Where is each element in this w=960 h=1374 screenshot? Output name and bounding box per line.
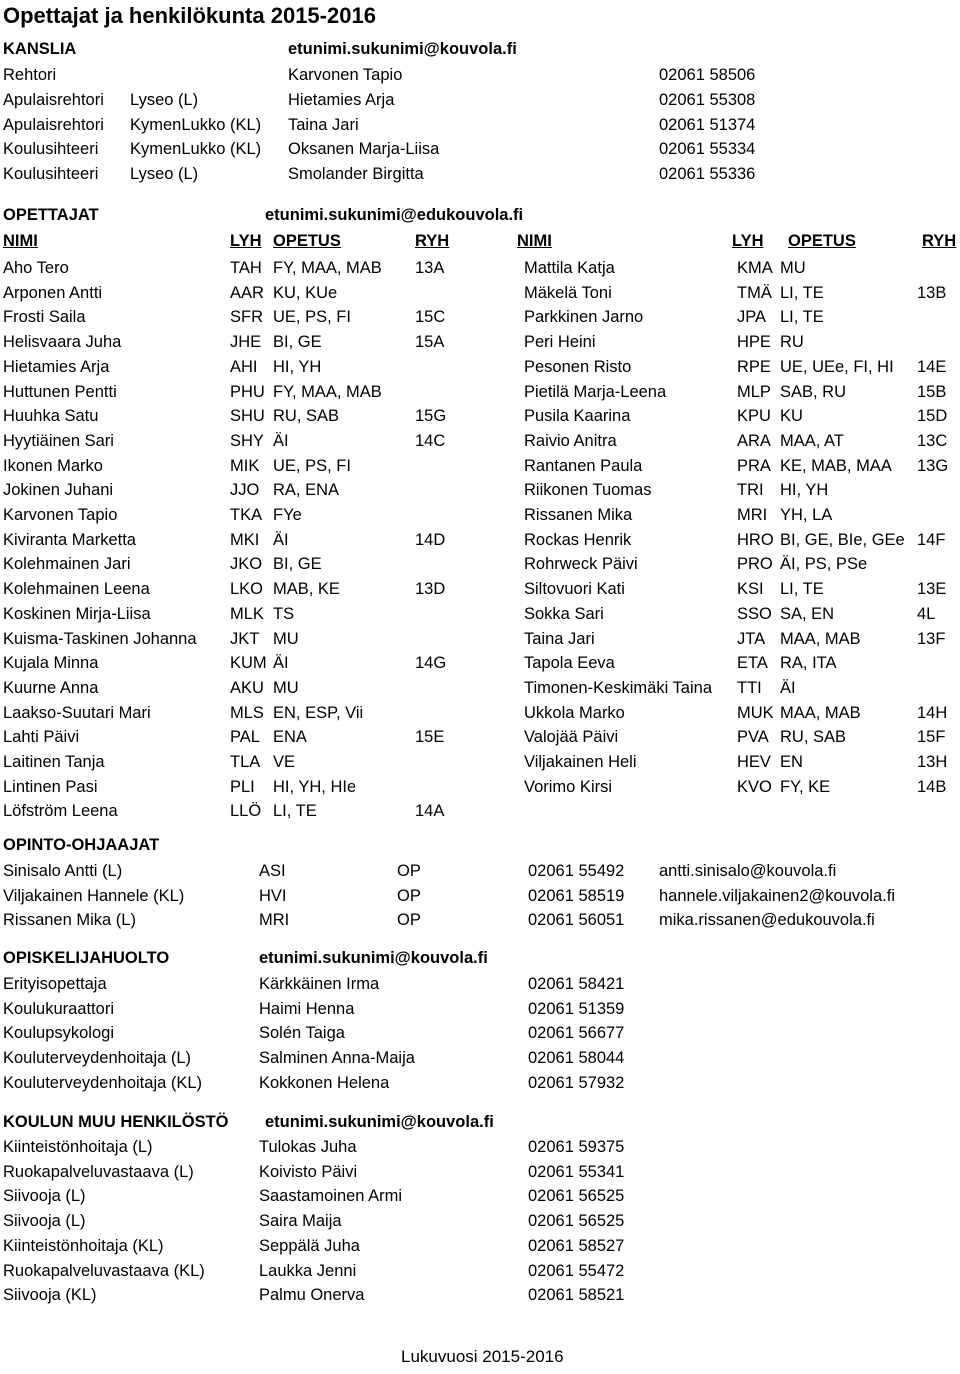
footer-text: Lukuvuosi 2015-2016 [401,1347,564,1366]
teacher-code: MUK [737,703,774,722]
teacher-subjects: EN, ESP, Vii [273,703,364,722]
teacher-name: Mattila Katja [524,259,615,277]
teacher-code: PRA [737,456,771,475]
teacher-row [0,330,960,354]
teacher-row [0,429,960,453]
role-cell: OP [397,911,421,930]
teacher-code: MLK [230,604,264,623]
teacher-subjects: UE, PS, FI [273,308,351,327]
phone-cell: 02061 55336 [659,165,756,184]
col-header-code-right: LYH [732,232,764,250]
col-header-subjects-left: OPETUS [273,232,341,250]
name-cell: Laukka Jenni [259,1261,357,1280]
teacher-name: Löfström Leena [3,802,118,821]
teacher-group: 13F [917,629,946,648]
teacher-subjects: HI, YH [780,481,829,500]
teacher-name: Pesonen Risto [524,357,632,376]
teacher-subjects: SA, EN [780,604,835,623]
phone-cell: 02061 58421 [528,975,625,993]
name-cell: Seppälä Juha [259,1236,360,1255]
teacher-subjects: ÄI [273,530,289,549]
teacher-subjects: FYe [273,506,302,524]
phone-cell: 02061 55492 [528,862,625,880]
teacher-subjects: KU, KUe [273,283,338,302]
teacher-row [0,577,960,601]
teacher-code: JHE [230,333,262,352]
teacher-subjects: BI, GE [273,555,322,574]
phone-cell: 02061 57932 [528,1073,625,1092]
teacher-code: MLP [737,382,771,401]
phone-cell: 02061 56051 [528,911,625,930]
role-cell: Siivooja (L) [3,1212,86,1231]
phone-cell: 02061 58044 [528,1049,625,1068]
teacher-code: PHU [230,382,265,401]
teacher-group: 14D [415,530,446,549]
teacher-name: Taina Jari [524,629,595,648]
email-cell: mika.rissanen@edukouvola.fi [659,911,875,930]
teacher-subjects: ÄI [273,654,289,673]
teacher-code: JPA [737,308,767,327]
teacher-name: Laakso-Suutari Mari [3,703,151,722]
teacher-code: SHU [230,407,265,426]
teacher-name: Sokka Sari [524,604,604,623]
teacher-name: Pietilä Marja-Leena [524,382,667,401]
phone-cell: 02061 55472 [528,1261,625,1280]
teacher-code: TAH [230,259,262,277]
teacher-row [0,404,960,428]
name-cell: Solén Taiga [259,1024,345,1043]
code-cell: MRI [259,911,290,930]
teacher-code: LLÖ [230,802,262,821]
huolto-heading: OPISKELIJAHUOLTO [3,949,170,967]
teacher-row [0,355,960,379]
teacher-subjects: UE, PS, FI [273,456,351,475]
table-row [0,972,960,996]
teacher-name: Siltovuori Kati [524,580,625,599]
teacher-code: PLI [230,777,255,796]
teacher-code: PVA [737,728,769,747]
teacher-group: 14H [917,703,948,722]
teacher-name: Rohrweck Päivi [524,555,638,574]
table-row [0,162,960,186]
teacher-name: Frosti Saila [3,308,86,327]
role-cell: Siivooja (KL) [3,1286,97,1305]
role-cell: Apulaisrehtori [3,90,104,109]
name-cell: Kärkkäinen Irma [259,975,380,993]
teacher-name: Tapola Eeva [524,654,615,673]
role-cell: Kouluterveydenhoitaja (L) [3,1049,192,1068]
teacher-subjects: LI, TE [780,308,824,327]
teacher-subjects: MAA, AT [780,431,844,450]
unit-cell: KymenLukko (KL) [130,140,262,159]
teacher-subjects: ENA [273,728,307,747]
teacher-row [0,725,960,749]
teacher-name: Valojää Päivi [524,728,619,747]
role-cell: Ruokapalveluvastaava (KL) [3,1261,205,1280]
teacher-subjects: ÄI [780,678,796,697]
unit-cell: Lyseo (L) [130,165,199,184]
teacher-name: Kujala Minna [3,654,99,673]
teacher-row [0,281,960,305]
table-row [0,88,960,112]
code-cell: HVI [259,886,287,905]
teacher-subjects: MU [780,259,806,277]
phone-cell: 02061 51374 [659,115,756,134]
teacher-name: Lintinen Pasi [3,777,98,796]
teacher-code: AHI [230,357,258,376]
col-header-code-left: LYH [230,232,262,250]
teacher-group: 15B [917,382,947,401]
teacher-group: 15C [415,308,446,327]
email-cell: hannele.viljakainen2@kouvola.fi [659,886,895,905]
teacher-group: 15F [917,728,946,747]
teacher-code: ETA [737,654,768,673]
unit-cell: KymenLukko (KL) [130,115,262,134]
teacher-name: Aho Tero [3,259,69,277]
teacher-code: HRO [737,530,774,549]
table-row [0,884,960,908]
teacher-code: AAR [230,283,264,302]
teacher-code: JTA [737,629,766,648]
teacher-row [0,701,960,725]
teacher-code: MLS [230,703,264,722]
teacher-name: Arponen Antti [3,283,103,302]
teacher-code: JKT [230,629,260,648]
teacher-name: Pusila Kaarina [524,407,631,426]
phone-cell: 02061 55308 [659,90,756,109]
teacher-row [0,799,960,823]
teacher-row [0,627,960,651]
teacher-code: AKU [230,678,264,697]
phone-cell: 02061 55334 [659,140,756,159]
teacher-name: Helisvaara Juha [3,333,122,352]
teacher-subjects: MAA, MAB [780,703,861,722]
teacher-subjects: FY, MAA, MAB [273,259,382,277]
table-row [0,1021,960,1045]
table-row [0,1259,960,1283]
teacher-row [0,478,960,502]
teacher-subjects: MAA, MAB [780,629,861,648]
muu-email-format: etunimi.sukunimi@kouvola.fi [265,1113,494,1131]
teacher-name: Kolehmainen Jari [3,555,131,574]
role-cell: OP [397,862,421,880]
teacher-name: Vorimo Kirsi [524,777,613,796]
teacher-name: Viljakainen Heli [524,753,637,771]
teacher-subjects: FY, MAA, MAB [273,382,382,401]
role-cell: Koulukuraattori [3,999,114,1018]
teacher-name: Rantanen Paula [524,456,643,475]
name-cell: Saastamoinen Armi [259,1187,403,1206]
teacher-name: Huttunen Pentti [3,382,117,401]
table-row [0,997,960,1021]
teacher-group: 13B [917,283,947,302]
teacher-name: Riikonen Tuomas [524,481,652,500]
teacher-subjects: RU, SAB [273,407,340,426]
teacher-subjects: BI, GE [273,333,322,352]
teacher-code: TRI [737,481,764,500]
teacher-code: LKO [230,580,264,599]
teacher-name: Rissanen Mika [524,506,633,524]
name-cell: Rissanen Mika (L) [3,911,136,930]
name-cell: Tulokas Juha [259,1138,357,1156]
opettajat-email-format: etunimi.sukunimi@edukouvola.fi [265,206,524,224]
teacher-code: SFR [230,308,263,327]
teacher-code: TTI [737,678,762,697]
muu-heading: KOULUN MUU HENKILÖSTÖ [3,1113,229,1131]
code-cell: ASI [259,862,286,880]
teacher-code: MKI [230,530,260,549]
teacher-subjects: SAB, RU [780,382,847,401]
teacher-code: KPU [737,407,771,426]
unit-cell: Lyseo (L) [130,90,199,109]
teacher-group: 14B [917,777,947,796]
name-cell: Sinisalo Antti (L) [3,862,123,880]
table-row [0,1283,960,1307]
teacher-code: HPE [737,333,771,352]
teacher-group: 14F [917,530,946,549]
teacher-subjects: FY, KE [780,777,831,796]
teacher-subjects: UE, UEe, FI, HI [780,357,894,376]
teacher-group: 13H [917,753,948,771]
teacher-subjects: KU [780,407,803,426]
role-cell: Koulusihteeri [3,140,99,159]
teacher-subjects: HI, YH [273,357,322,376]
table-row [0,1160,960,1184]
teacher-row [0,528,960,552]
teacher-row [0,305,960,329]
teacher-name: Kuurne Anna [3,678,99,697]
col-header-name-left: NIMI [3,232,38,250]
teacher-name: Karvonen Tapio [3,506,118,524]
name-cell: Koivisto Päivi [259,1162,358,1181]
teacher-name: Hyytiäinen Sari [3,431,114,450]
opettajat-heading: OPETTAJAT [3,206,99,224]
teacher-name: Koskinen Mirja-Liisa [3,604,151,623]
col-header-subjects-right: OPETUS [788,232,856,250]
phone-cell: 02061 56525 [528,1212,625,1231]
teacher-subjects: RA, ITA [780,654,837,673]
teacher-code: JKO [230,555,263,574]
role-cell: Siivooja (L) [3,1187,86,1206]
teacher-code: KSI [737,580,764,599]
role-cell: Kouluterveydenhoitaja (KL) [3,1073,203,1092]
teacher-group: 13A [415,259,445,277]
teacher-group: 15D [917,407,948,426]
teacher-code: HEV [737,753,771,771]
teacher-name: Ikonen Marko [3,456,103,475]
teacher-name: Peri Heini [524,333,596,352]
col-header-group-left: RYH [415,232,450,250]
col-header-group-right: RYH [922,232,957,250]
teacher-subjects: BI, GE, BIe, GEe [780,530,905,549]
teacher-subjects: VE [273,753,296,771]
teacher-name: Huuhka Satu [3,407,99,426]
table-row [0,1071,960,1095]
name-cell: Karvonen Tapio [288,66,403,84]
phone-cell: 02061 51359 [528,999,625,1018]
role-cell: Kiinteistönhoitaja (KL) [3,1236,164,1255]
teacher-group: 15G [415,407,447,426]
phone-cell: 02061 55341 [528,1162,625,1181]
name-cell: Smolander Birgitta [288,165,424,184]
teacher-row [0,750,960,774]
teacher-name: Raivio Anitra [524,431,617,450]
role-cell: Apulaisrehtori [3,115,104,134]
teacher-subjects: YH, LA [780,506,833,524]
teacher-name: Lahti Päivi [3,728,80,747]
teacher-name: Mäkelä Toni [524,283,612,302]
name-cell: Saira Maija [259,1212,342,1231]
teacher-group: 15A [415,333,445,352]
phone-cell: 02061 58519 [528,886,625,905]
name-cell: Hietamies Arja [288,90,395,109]
teacher-name: Parkkinen Jarno [524,308,644,327]
table-row [0,908,960,932]
teacher-subjects: MU [273,629,299,648]
page-title: Opettajat ja henkilökunta 2015-2016 [3,3,376,28]
table-row [0,1184,960,1208]
table-row [0,1135,960,1159]
role-cell: Kiinteistönhoitaja (L) [3,1138,153,1156]
teacher-subjects: MAB, KE [273,580,340,599]
teacher-row [0,380,960,404]
role-cell: Koulupsykologi [3,1024,114,1043]
teacher-code: KMA [737,259,773,277]
role-cell: Rehtori [3,66,57,84]
teacher-subjects: RU [780,333,804,352]
teacher-code: PAL [230,728,260,747]
teacher-group: 4L [917,604,936,623]
email-cell: antti.sinisalo@kouvola.fi [659,862,837,880]
teacher-code: KVO [737,777,772,796]
teacher-row [0,775,960,799]
role-cell: Koulusihteeri [3,165,99,184]
teacher-subjects: RA, ENA [273,481,340,500]
teacher-subjects: KE, MAB, MAA [780,456,892,475]
teacher-subjects: TS [273,604,295,623]
teacher-group: 14G [415,654,447,673]
phone-cell: 02061 56525 [528,1187,625,1206]
name-cell: Salminen Anna-Maija [259,1049,415,1068]
kanslia-email-format: etunimi.sukunimi@kouvola.fi [288,40,517,58]
teacher-name: Laitinen Tanja [3,753,105,771]
teacher-subjects: LI, TE [273,802,317,821]
teacher-group: 13D [415,580,446,599]
teacher-group: 13C [917,431,948,450]
name-cell: Taina Jari [288,115,359,134]
teacher-name: Hietamies Arja [3,357,110,376]
teacher-row [0,256,960,280]
teacher-code: RPE [737,357,771,376]
teacher-subjects: HI, YH, HIe [273,777,357,796]
teacher-subjects: LI, TE [780,283,824,302]
teacher-subjects: ÄI, PS, PSe [780,555,868,574]
teacher-group: 14C [415,431,446,450]
teacher-code: SSO [737,604,772,623]
teacher-code: TLA [230,753,261,771]
phone-cell: 02061 58521 [528,1286,625,1305]
table-row [0,1234,960,1258]
table-row [0,859,960,883]
teacher-name: Kiviranta Marketta [3,530,136,549]
name-cell: Palmu Onerva [259,1286,365,1305]
teacher-subjects: EN [780,753,803,771]
opinto-heading: OPINTO-OHJAAJAT [3,836,160,854]
teacher-name: Ukkola Marko [524,703,625,722]
teacher-code: PRO [737,555,773,574]
teacher-code: SHY [230,431,264,450]
phone-cell: 02061 56677 [528,1024,625,1043]
table-row [0,137,960,161]
teacher-code: MIK [230,456,260,475]
phone-cell: 02061 59375 [528,1138,625,1156]
teacher-code: TKA [230,506,263,524]
teacher-code: JJO [230,481,260,500]
teacher-name: Rockas Henrik [524,530,632,549]
teacher-code: ARA [737,431,771,450]
teacher-name: Kolehmainen Leena [3,580,150,599]
role-cell: OP [397,886,421,905]
teacher-name: Kuisma-Taskinen Johanna [3,629,197,648]
teacher-code: MRI [737,506,768,524]
name-cell: Oksanen Marja-Liisa [288,140,440,159]
teacher-row [0,602,960,626]
teacher-row [0,552,960,576]
teacher-subjects: ÄI [273,431,289,450]
name-cell: Haimi Henna [259,999,355,1018]
teacher-subjects: LI, TE [780,580,824,599]
teacher-name: Timonen-Keskimäki Taina [524,678,712,697]
name-cell: Kokkonen Helena [259,1073,390,1092]
name-cell: Viljakainen Hannele (KL) [3,886,185,905]
teacher-row [0,503,960,527]
huolto-email-format: etunimi.sukunimi@kouvola.fi [259,949,488,967]
teacher-code: KUM [230,654,267,673]
role-cell: Ruokapalveluvastaava (L) [3,1162,194,1181]
teacher-group: 14E [917,357,947,376]
teacher-row [0,651,960,675]
teacher-group: 13E [917,580,947,599]
teacher-code: TMÄ [737,283,772,302]
teacher-subjects: RU, SAB [780,728,847,747]
teacher-group: 15E [415,728,445,747]
teacher-group: 14A [415,802,445,821]
teacher-row [0,676,960,700]
teacher-name: Jokinen Juhani [3,481,114,500]
table-row [0,113,960,137]
kanslia-heading: KANSLIA [3,40,77,58]
teacher-row [0,454,960,478]
col-header-name-right: NIMI [517,232,552,250]
teacher-group: 13G [917,456,949,475]
phone-cell: 02061 58527 [528,1236,625,1255]
table-row [0,1209,960,1233]
table-row [0,1046,960,1070]
role-cell: Erityisopettaja [3,975,107,993]
teacher-subjects: MU [273,678,299,697]
table-row [0,63,960,87]
phone-cell: 02061 58506 [659,66,756,84]
